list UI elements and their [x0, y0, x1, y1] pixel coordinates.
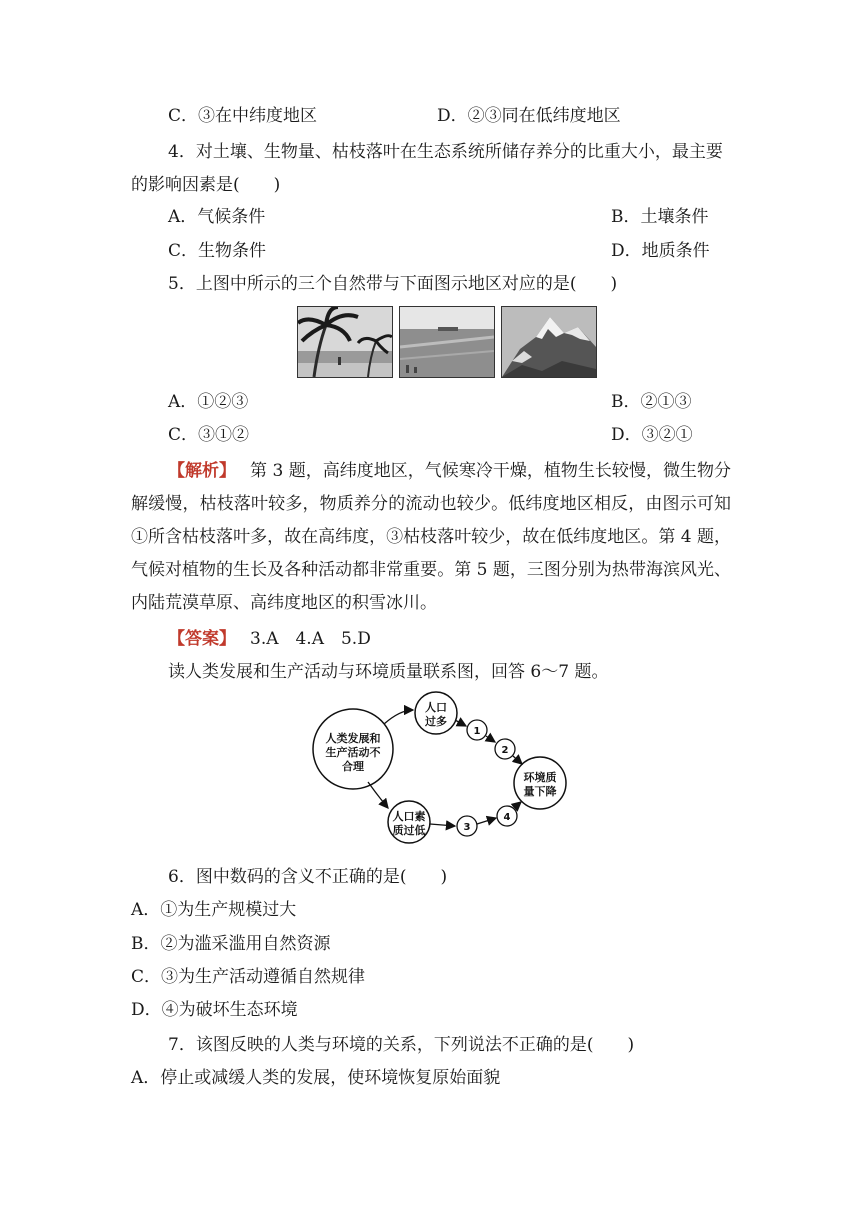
- arrow-main-to-population: [384, 710, 413, 724]
- q3-option-c: C．③在中纬度地区: [168, 106, 318, 126]
- q5-option-d: D．③②①: [611, 425, 693, 445]
- arrow-population-to-1: [455, 720, 466, 726]
- main-cause-label-2: 生产活动不: [325, 746, 381, 759]
- tropical-beach-photo: [297, 306, 393, 378]
- q4-stem-line1: 4．对土壤、生物量、枯枝落叶在生态系统所储存养分的比重大小，最主要: [168, 142, 723, 162]
- answer-line: [168, 628, 371, 650]
- human-environment-diagram: [312, 686, 582, 846]
- step-1-label: 1: [473, 726, 481, 737]
- q4-stem-line2: 的影响因素是( ): [131, 175, 281, 195]
- analysis-tag: 【解析】: [168, 461, 237, 481]
- q4-option-c: C．生物条件: [168, 241, 267, 261]
- arrow-main-to-quality: [368, 782, 388, 808]
- arrow-3-to-4: [477, 818, 496, 824]
- arrow-1-to-2: [486, 736, 495, 742]
- main-cause-label-1: 人类发展和: [325, 732, 381, 745]
- q5-option-b: B．②①③: [611, 392, 692, 412]
- analysis-text: 第 3 题，高纬度地区，气候寒冷干燥，植物生长较慢，微生物分解缓慢，枯枝落叶较多，物质养分的流动也较少。低纬度地区相反，由图示可知①所含枯枝落叶多，故在高纬度，③枯枝落叶较少，故在低纬度地区。第 4 题，气候对植物的生长及各种活动都非常重要。第 5 题，三图分别为热带海滨风光、内陆荒漠草原、高纬度地区的积雪冰川。: [131, 461, 731, 613]
- overpopulation-label-2: 过多: [425, 715, 447, 728]
- analysis-paragraph: [131, 455, 731, 620]
- q7-option-a: A．停止或减缓人类的发展，使环境恢复原始面貌: [131, 1068, 501, 1088]
- q6-option-a: A．①为生产规模过大: [131, 900, 297, 920]
- environment-label-2: 量下降: [523, 785, 557, 798]
- q5-photo-strip: [297, 306, 597, 378]
- step-3-label: 3: [463, 822, 471, 833]
- q4-option-a: A．气候条件: [168, 207, 266, 227]
- q4-option-d: D．地质条件: [611, 241, 710, 261]
- q6-option-d: D．④为破坏生态环境: [131, 1000, 298, 1020]
- q7-stem: 7．该图反映的人类与环境的关系，下列说法不正确的是( ): [168, 1035, 635, 1055]
- environment-label-1: 环境质: [523, 771, 557, 784]
- q5-option-c: C．③①②: [168, 425, 250, 445]
- arrow-4-to-environment: [514, 802, 521, 808]
- answer-tag: 【答案】: [168, 629, 236, 649]
- step-4-label: 4: [503, 812, 511, 823]
- answer-text: 3.A 4.A 5.D: [250, 629, 371, 649]
- diagram-intro: 读人类发展和生产活动与环境质量联系图，回答 6～7 题。: [168, 662, 609, 682]
- arrow-quality-to-3: [430, 824, 455, 826]
- step-2-label: 2: [501, 745, 509, 756]
- low-quality-label-2: 质过低: [392, 824, 426, 837]
- q6-option-c: C．③为生产活动遵循自然规律: [131, 967, 366, 987]
- arrow-2-to-environment: [513, 756, 522, 764]
- main-cause-label-3: 合理: [342, 760, 364, 773]
- q4-option-b: B．土壤条件: [611, 207, 709, 227]
- q6-stem: 6．图中数码的含义不正确的是( ): [168, 867, 448, 887]
- inland-grassland-photo: [399, 306, 495, 378]
- q6-option-b: B．②为滥采滥用自然资源: [131, 934, 331, 954]
- low-quality-label-1: 人口素: [392, 810, 426, 823]
- q5-option-a: A．①②③: [168, 392, 249, 412]
- q5-stem: 5．上图中所示的三个自然带与下面图示地区对应的是( ): [168, 274, 618, 294]
- overpopulation-label-1: 人口: [425, 701, 447, 714]
- q3-option-d: D．②③同在低纬度地区: [437, 106, 621, 126]
- snowy-mountain-photo: [501, 306, 597, 378]
